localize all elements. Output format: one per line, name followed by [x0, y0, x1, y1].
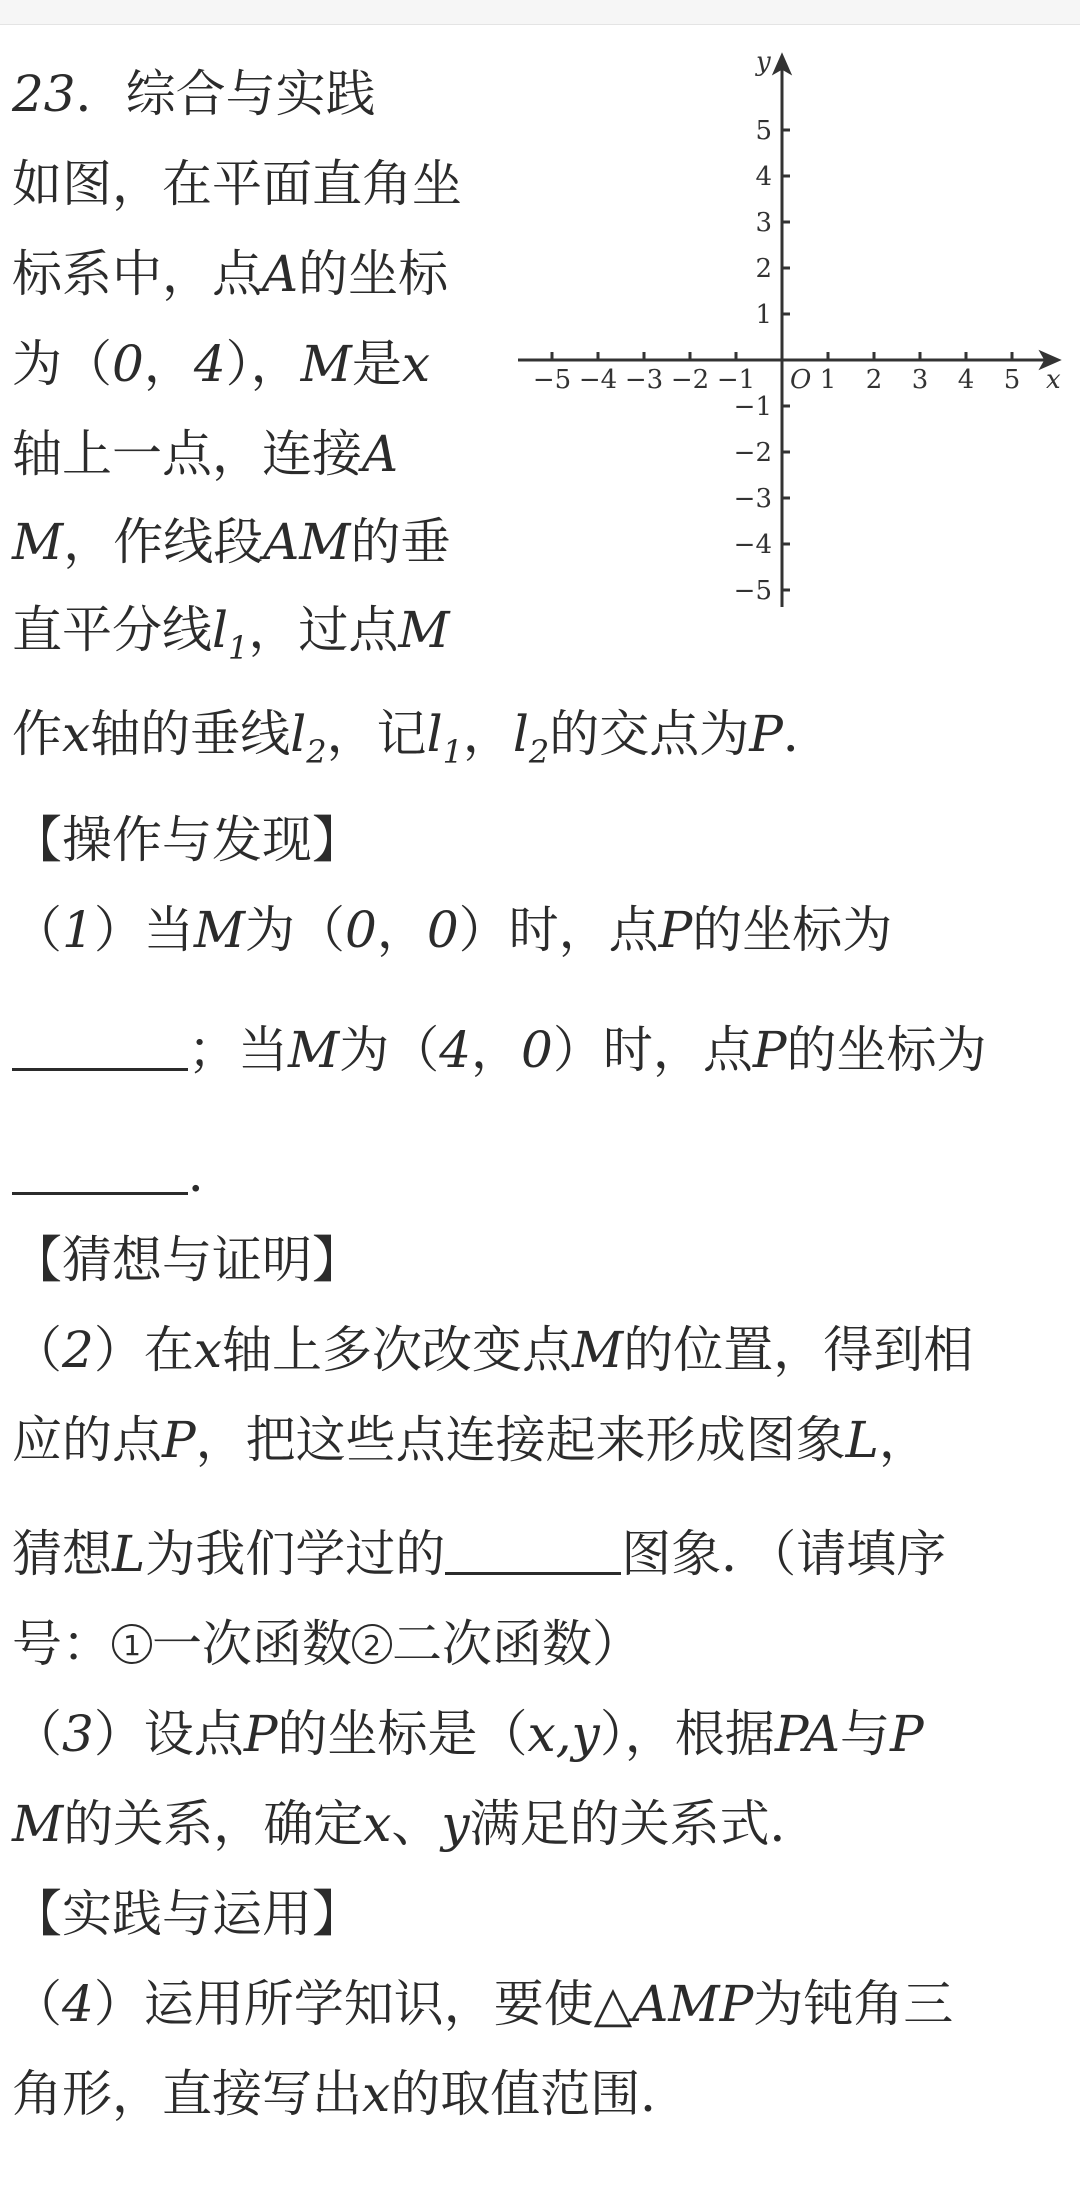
y-tick-label: −5: [733, 576, 772, 606]
origin-label: O: [790, 365, 812, 395]
question-4-line-1: （4）运用所学知识，要使△AMP为钝角三: [12, 1975, 954, 2033]
x-tick-label: 5: [1003, 365, 1021, 395]
intro-line-6: 直平分线$l_1$，过点M: [12, 601, 450, 667]
x-tick-label: 4: [957, 365, 975, 395]
section-heading-operate: 【操作与发现】: [12, 811, 362, 869]
intro-line-3: 为（0，4），M是x: [12, 335, 431, 393]
section-heading-practice: 【实践与运用】: [12, 1885, 362, 1943]
question-2-line-3: 猜想L为我们学过的 图象．（请填序: [12, 1525, 947, 1583]
x-tick-label: −2: [670, 365, 710, 395]
y-axis-arrow: [775, 56, 789, 72]
y-tick-label: −4: [733, 530, 772, 560]
question-1-line-3: ．: [12, 1142, 238, 1206]
x-tick-label: −1: [716, 365, 756, 395]
question-4-line-2: 角形，直接写出x的取值范围．: [12, 2065, 691, 2123]
x-tick-label: 2: [865, 365, 883, 395]
answer-blank-1[interactable]: [12, 1024, 188, 1071]
question-3-line-1: （3）设点P的坐标是（x,y），根据PA与P: [12, 1705, 924, 1763]
intro-line-7: 作x轴的垂线$l_2$，记$l_1$，$l_2$的交点为P．: [12, 705, 833, 771]
y-tick-label: 1: [755, 300, 772, 330]
y-tick-label: 5: [755, 116, 772, 146]
circled-two: 2: [352, 1624, 392, 1664]
y-tick-label: −3: [733, 484, 772, 514]
x-tick-label: 3: [911, 365, 929, 395]
question-2-line-4: 号： 1 一次函数 2 二次函数）: [12, 1615, 642, 1673]
question-2-line-2: 应的点P，把这些点连接起来形成图象L，: [12, 1411, 929, 1469]
y-tick-label: 2: [755, 254, 772, 284]
x-tick-label: −3: [624, 365, 664, 395]
intro-line-4: 轴上一点，连接A: [12, 425, 399, 483]
coordinate-axes-figure: [518, 52, 1068, 612]
intro-line-5: M，作线段AM的垂: [12, 513, 451, 571]
y-tick-label: −2: [733, 438, 772, 468]
intro-line-2: 标系中，点A的坐标: [12, 245, 449, 303]
problem-title: 23．综合与实践: [12, 65, 376, 123]
circled-one: 1: [112, 1624, 152, 1664]
answer-blank-3[interactable]: [445, 1528, 621, 1575]
y-axis-label: y: [756, 52, 771, 77]
y-tick-label: 4: [755, 162, 772, 192]
top-bar: [0, 0, 1080, 25]
intro-line-1: 如图，在平面直角坐: [12, 155, 462, 213]
y-tick-label: 3: [755, 208, 772, 238]
question-3-line-2: M的关系，确定x、y满足的关系式．: [12, 1795, 820, 1853]
x-tick-label: −5: [532, 365, 572, 395]
question-2-line-1: （2）在x轴上多次改变点M的位置，得到相: [12, 1321, 974, 1379]
y-tick-label: −1: [733, 392, 772, 422]
question-1-line-1: （1）当M为（0，0）时，点P的坐标为: [12, 901, 893, 959]
x-tick-label: 1: [819, 365, 837, 395]
x-tick-label: −4: [578, 365, 618, 395]
section-heading-conjecture: 【猜想与证明】: [12, 1231, 362, 1289]
x-axis-label: x: [1046, 365, 1061, 395]
answer-blank-2[interactable]: [12, 1148, 188, 1195]
question-1-line-2: ；当M为（4，0）时，点P的坐标为: [12, 1018, 986, 1082]
